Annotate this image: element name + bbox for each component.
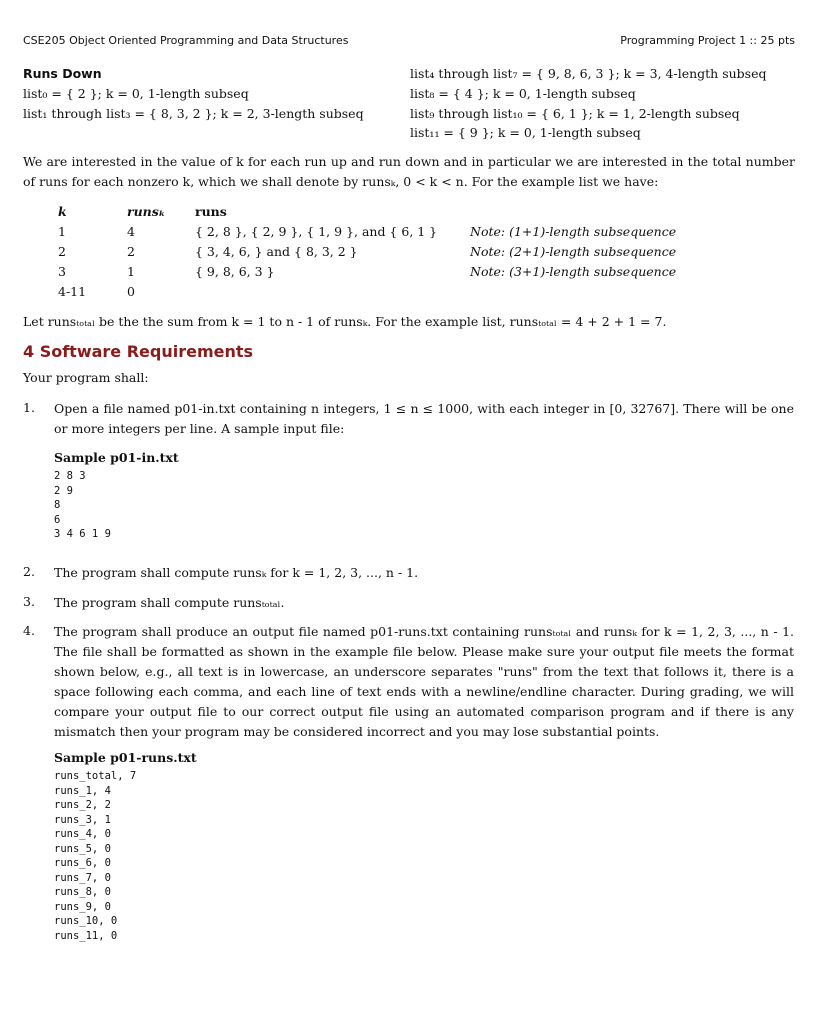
table-cell-runs: { 2, 8 }, { 2, 9 }, { 1, 9 }, and { 6, 1 }: [195, 224, 438, 239]
table-cell-note: Note: (2+1)-length subsequence: [470, 244, 677, 259]
requirement-text: The program shall compute runsₖ for k = 1, 2, 3, ..., n - 1.: [54, 565, 419, 580]
sample-output-title: Sample p01-runs.txt: [54, 750, 197, 765]
total-paragraph: Let runsₜₒₜₐₗ be the the sum from k = 1 to n - 1 of runsₖ. For the example list, runsₜₒₜₐₗ = 4 + 2 + 1 = 7.: [23, 314, 667, 329]
runs-down-title: Runs Down: [23, 66, 102, 81]
requirement-text: The program shall produce an output file named p01-runs.txt containing runsₜₒₜₐₗ and runsₖ for k = 1, 2, 3, ..., n - 1. The file shall be formatted as shown in the example file below. Please make sure your output file meets the format shown below, e.g., all text is in lowercase, an underscore separates "runs" from the text that follows it, there is a space following each comma, and each line of text ends with a newline/endline character. During grading, we will compare your output file to our correct output file using an automated comparison program and if there is any mismatch then your program may be considered incorrect and you may lose substantial points.: [54, 624, 794, 739]
runs-down-left-line: list₀ = { 2 }; k = 0, 1-length subseq: [23, 86, 249, 101]
sample-input-code: [54, 469, 111, 542]
code-line: 6: [54, 513, 61, 526]
code-line: runs_5, 0: [54, 842, 111, 855]
sample-output-code: [54, 769, 136, 943]
runs-down-right-line: list₈ = { 4 }; k = 0, 1-length subseq: [410, 86, 636, 101]
table-cell-runs: { 9, 8, 6, 3 }: [195, 264, 275, 279]
code-line: runs_7, 0: [54, 871, 111, 884]
requirement-number: 4.: [23, 623, 35, 638]
section-title: 4 Software Requirements: [23, 342, 254, 361]
table-cell-k: 2: [58, 244, 66, 259]
code-line: runs_8, 0: [54, 886, 111, 898]
table-header-k: k: [58, 204, 67, 219]
table-cell-k: 1: [58, 224, 66, 239]
code-line: 8: [54, 499, 61, 511]
code-line: 3 4 6 1 9: [54, 528, 111, 540]
runs-down-right-line: list₉ through list₁₀ = { 6, 1 }; k = 1, 2-length subseq: [410, 106, 740, 121]
requirement-number: 1.: [23, 400, 35, 415]
table-cell-k: 3: [58, 264, 66, 279]
code-line: runs_1, 4: [54, 784, 111, 797]
runs-down-left-line: list₁ through list₃ = { 8, 3, 2 }; k = 2, 3-length subseq: [23, 106, 364, 121]
table-cell-note: Note: (1+1)-length subsequence: [470, 224, 677, 239]
code-line: 2 9: [54, 484, 73, 497]
runs-down-right-line: list₄ through list₇ = { 9, 8, 6, 3 }; k = 3, 4-length subseq: [410, 66, 767, 81]
runs-down-right-line: list₁₁ = { 9 }; k = 0, 1-length subseq: [410, 125, 641, 140]
sample-input-title: Sample p01-in.txt: [54, 450, 179, 465]
table-header-runs-k: runsₖ: [127, 204, 166, 219]
table-cell-runs-k: 2: [127, 244, 135, 259]
code-line: runs_total, 7: [54, 770, 137, 782]
code-line: runs_6, 0: [54, 857, 111, 869]
table-cell-runs-k: 0: [127, 284, 135, 299]
requirement-text: Open a file named p01-in.txt containing n integers, 1 ≤ n ≤ 1000, with each integer in [0, 32767]. There will be one or more integers per line. A sample input file:: [54, 401, 794, 436]
table-cell-runs: { 3, 4, 6, } and { 8, 3, 2 }: [195, 244, 358, 259]
code-line: runs_11, 0: [54, 929, 118, 942]
requirement-text: The program shall compute runsₜₒₜₐₗ.: [54, 595, 285, 610]
table-header-runs: runs: [195, 204, 227, 219]
table-cell-runs-k: 1: [127, 264, 135, 279]
table-cell-k: 4-11: [58, 284, 87, 299]
code-line: runs_4, 0: [54, 828, 111, 840]
code-line: 2 8 3: [54, 470, 86, 482]
requirement-number: 3.: [23, 594, 35, 609]
code-line: runs_10, 0: [54, 915, 118, 927]
requirement-number: 2.: [23, 564, 35, 579]
course-header: CSE205 Object Oriented Programming and Data Structures: [23, 34, 349, 47]
code-line: runs_2, 2: [54, 799, 111, 811]
code-line: runs_3, 1: [54, 813, 111, 826]
intro-paragraph: We are interested in the value of k for each run up and run down and in particular we are interested in the total number of runs for each nonzero k, which we shall denote by runsₖ, 0 < k < n. For the example list we have:: [23, 154, 795, 189]
table-cell-note: Note: (3+1)-length subsequence: [470, 264, 677, 279]
project-header: Programming Project 1 :: 25 pts: [620, 34, 795, 47]
code-line: runs_9, 0: [54, 900, 111, 913]
section-lead: Your program shall:: [23, 370, 149, 385]
table-cell-runs-k: 4: [127, 224, 135, 239]
